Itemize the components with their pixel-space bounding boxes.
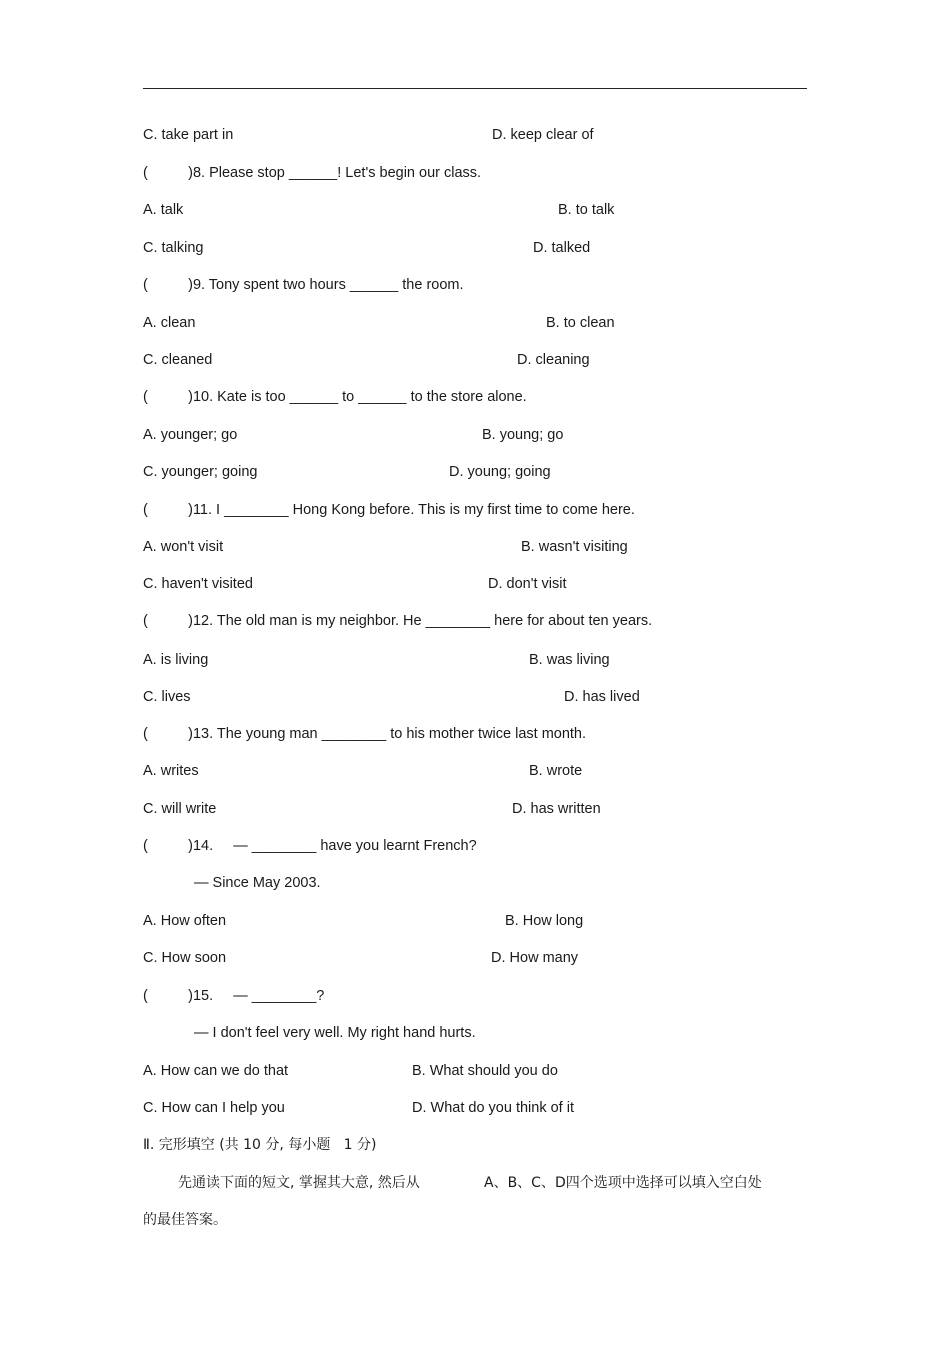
q15-option-b: B. What should you do bbox=[412, 1063, 558, 1079]
q8-option-a: A. talk bbox=[143, 202, 184, 218]
q10-option-d: D. young; going bbox=[449, 464, 551, 480]
q8-option-b: B. to talk bbox=[558, 202, 615, 218]
q15-option-a: A. How can we do that bbox=[143, 1063, 289, 1079]
q9-option-b: B. to clean bbox=[546, 315, 615, 331]
q11-option-a: A. won't visit bbox=[143, 539, 224, 555]
q11-option-c: C. haven't visited bbox=[143, 576, 253, 592]
q9-stem: ( )9. Tony spent two hours ______ the room. bbox=[143, 277, 464, 293]
q10-option-c: C. younger; going bbox=[143, 464, 258, 480]
q12-option-a: A. is living bbox=[143, 652, 209, 668]
q12-option-c: C. lives bbox=[143, 689, 191, 705]
q14-option-d: D. How many bbox=[491, 950, 579, 966]
q10-option-a: A. younger; go bbox=[143, 427, 238, 443]
q15-option-c: C. How can I help you bbox=[143, 1100, 285, 1116]
q8-stem: ( )8. Please stop ______! Let's begin our class. bbox=[143, 165, 482, 181]
q9-option-a: A. clean bbox=[143, 315, 196, 331]
q7-option-d: D. keep clear of bbox=[492, 127, 594, 143]
section-instruction-part2: 的最佳答案。 bbox=[143, 1212, 227, 1228]
q12-option-d: D. has lived bbox=[564, 689, 640, 705]
section-instruction-options: A、B、C、D四个选项中选择可以填入空白处 bbox=[484, 1175, 762, 1191]
section-instruction-part1: 先通读下面的短文, 掌握其大意, 然后从 bbox=[178, 1175, 420, 1191]
q11-option-d: D. don't visit bbox=[488, 576, 567, 592]
q7-option-c: C. take part in bbox=[143, 127, 234, 143]
section-heading: Ⅱ. 完形填空 (共 10 分, 每小题 1 分) bbox=[143, 1137, 377, 1153]
q13-option-b: B. wrote bbox=[529, 763, 583, 779]
q10-stem: ( )10. Kate is too ______ to ______ to the store alone. bbox=[143, 389, 527, 405]
q8-option-c: C. talking bbox=[143, 240, 204, 256]
q14-reply: — Since May 2003. bbox=[194, 875, 321, 891]
q15-option-d: D. What do you think of it bbox=[412, 1100, 574, 1116]
q12-option-b: B. was living bbox=[529, 652, 610, 668]
q13-stem: ( )13. The young man ________ to his mother twice last month. bbox=[143, 726, 587, 742]
q11-stem: ( )11. I ________ Hong Kong before. This is my first time to come here. bbox=[143, 502, 635, 518]
q14-option-c: C. How soon bbox=[143, 950, 227, 966]
q12-stem: ( )12. The old man is my neighbor. He ________ here for about ten years. bbox=[143, 613, 653, 629]
q10-option-b: B. young; go bbox=[482, 427, 564, 443]
q13-option-c: C. will write bbox=[143, 801, 217, 817]
q9-option-d: D. cleaning bbox=[517, 352, 590, 368]
q15-stem: ( )15. — ________? bbox=[143, 988, 325, 1004]
q13-option-a: A. writes bbox=[143, 763, 199, 779]
q9-option-c: C. cleaned bbox=[143, 352, 213, 368]
q15-reply: — I don't feel very well. My right hand hurts. bbox=[194, 1025, 476, 1041]
q13-option-d: D. has written bbox=[512, 801, 601, 817]
q14-option-a: A. How often bbox=[143, 913, 227, 929]
q14-stem: ( )14. — ________ have you learnt French? bbox=[143, 838, 477, 854]
header-rule bbox=[143, 88, 807, 89]
q11-option-b: B. wasn't visiting bbox=[521, 539, 628, 555]
q8-option-d: D. talked bbox=[533, 240, 591, 256]
q14-option-b: B. How long bbox=[505, 913, 584, 929]
